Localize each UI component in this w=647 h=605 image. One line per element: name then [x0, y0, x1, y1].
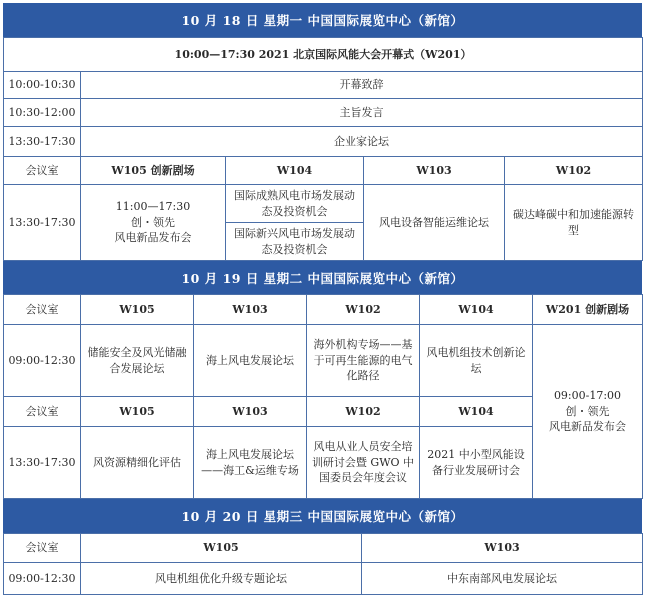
room-w102: W102	[505, 157, 643, 185]
day3-banner: 10 月 20 日 星期三 中国国际展览中心（新馆）	[3, 499, 642, 533]
room-w105: W105 创新剧场	[81, 157, 226, 185]
room-w102: W102	[307, 295, 420, 325]
w105-session: 储能安全及风光储融合发展论坛	[81, 325, 194, 397]
room-w103: W103	[194, 397, 307, 427]
w105-brand: 创・领先	[131, 215, 175, 229]
room-w104: W104	[226, 157, 364, 185]
w103-session: 风电设备智能运维论坛	[364, 185, 505, 261]
w201-time: 09:00-17:00	[553, 388, 622, 402]
session-title: 开幕致辞	[81, 72, 643, 99]
w105-title: 风电新品发布会	[114, 231, 192, 245]
room-w103: W103	[194, 295, 307, 325]
room-w103: W103	[364, 157, 505, 185]
room-w102: W102	[307, 397, 420, 427]
opening-ceremony: 10:00—17:30 2021 北京国际风能大会开幕式（W201）	[4, 38, 643, 72]
w105-session: 风电机组优化升级专题论坛	[81, 563, 362, 595]
w201-session	[533, 325, 643, 499]
room-w103: W103	[362, 534, 643, 563]
w201-title: 风电新品发布会	[549, 420, 626, 434]
session-time: 13:30-17:30	[4, 127, 81, 157]
room-w105: W105	[81, 295, 194, 325]
w104-session-b: 国际新兴风电市场发展动态及投资机会	[226, 223, 364, 261]
afternoon-time: 13:30-17:30	[4, 185, 81, 261]
room-w105: W105	[81, 397, 194, 427]
w105-session: 风资源精细化评估	[81, 427, 194, 499]
w104-session: 风电机组技术创新论坛	[420, 325, 533, 397]
morning-time: 09:00-12:30	[4, 563, 81, 595]
w102-session: 风电从业人员安全培训研讨会暨 GWO 中国委员会年度会议	[307, 427, 420, 499]
w105-time: 11:00—17:30	[115, 199, 191, 213]
session-time: 10:00-10:30	[4, 72, 81, 99]
room-w105: W105	[81, 534, 362, 563]
day2-banner: 10 月 19 日 星期二 中国国际展览中心（新馆）	[3, 261, 642, 294]
day2-table	[3, 294, 643, 499]
w105-session	[81, 185, 226, 261]
room-label: 会议室	[4, 157, 81, 185]
day1-banner: 10 月 18 日 星期一 中国国际展览中心（新馆）	[3, 3, 642, 37]
w104-session: 2021 中小型风能设备行业发展研讨会	[420, 427, 533, 499]
room-label: 会议室	[4, 534, 81, 563]
room-w201: W201 创新剧场	[533, 295, 643, 325]
w103-session: 中东南部风电发展论坛	[362, 563, 643, 595]
room-label: 会议室	[4, 397, 81, 427]
day1-table	[3, 37, 643, 261]
room-label: 会议室	[4, 295, 81, 325]
day3-table	[3, 533, 643, 595]
w102-session: 碳达峰碳中和加速能源转型	[505, 185, 643, 261]
w201-brand: 创・领先	[565, 404, 610, 418]
room-w104: W104	[420, 295, 533, 325]
session-title: 主旨发言	[81, 99, 643, 127]
session-time: 10:30-12:00	[4, 99, 81, 127]
morning-time: 09:00-12:30	[4, 325, 81, 397]
w103-session: 海上风电发展论坛——海工&运维专场	[194, 427, 307, 499]
session-title: 企业家论坛	[81, 127, 643, 157]
w102-session: 海外机构专场——基于可再生能源的电气化路径	[307, 325, 420, 397]
room-w104: W104	[420, 397, 533, 427]
w103-session: 海上风电发展论坛	[194, 325, 307, 397]
w104-session-a: 国际成熟风电市场发展动态及投资机会	[226, 185, 364, 223]
conference-schedule	[3, 3, 642, 595]
afternoon-time: 13:30-17:30	[4, 427, 81, 499]
